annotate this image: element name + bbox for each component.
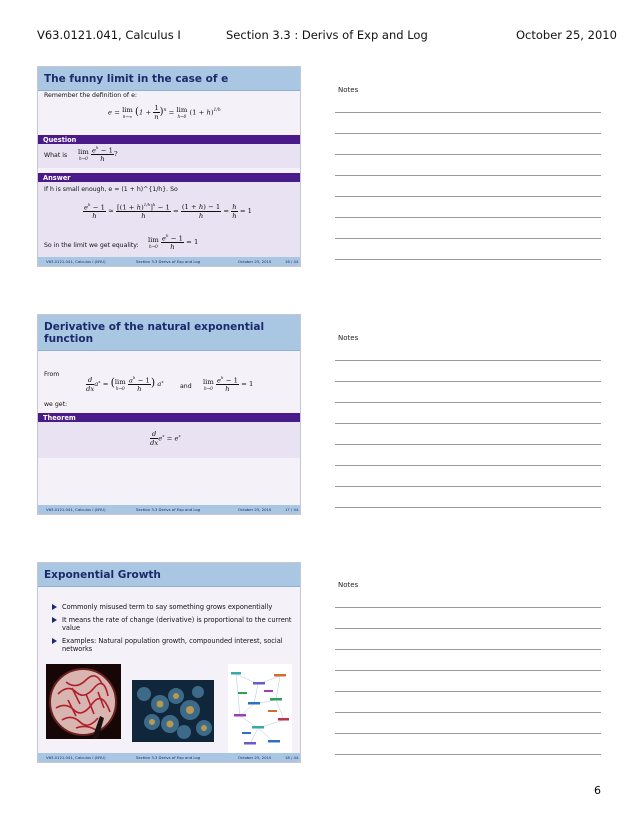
we-get-text: we get: xyxy=(44,401,68,408)
slide-intro: Remember the definition of e: xyxy=(44,92,137,99)
answer-block-body xyxy=(38,182,300,258)
slide-footer: V63.0121.041, Calculus I (NYU) Section 3.3 Derivs of Exp and Log October 25, 2010 18 / 44 xyxy=(38,753,300,762)
notes-line xyxy=(335,175,601,176)
notes-line xyxy=(335,259,601,260)
slide-footer: V63.0121.041, Calculus I (NYU) Section 3.3 Derivs of Exp and Log October 25, 2010 16 / 44 xyxy=(38,257,300,266)
header-date: October 25, 2010 xyxy=(516,28,617,42)
notes-line xyxy=(335,507,601,508)
question-block-header: Question xyxy=(38,135,300,144)
question-prefix: What is xyxy=(44,152,68,159)
notes-label: Notes xyxy=(338,86,359,94)
bacteria-micrograph-image xyxy=(46,664,121,739)
notes-label: Notes xyxy=(338,334,359,342)
notes-line xyxy=(335,486,601,487)
known-limit: lim h→0 $\frac{e^h - 1}{h}$ = 1 xyxy=(203,375,254,394)
and-text: and xyxy=(180,383,192,390)
notes-line xyxy=(335,607,601,608)
notes-line xyxy=(335,133,601,134)
bullet-triangle-icon xyxy=(52,638,57,644)
notes-line xyxy=(335,112,601,113)
notes-line xyxy=(335,444,601,445)
slide-title: Derivative of the natural exponential function xyxy=(38,315,300,351)
slide-title: The funny limit in the case of e xyxy=(38,67,300,91)
notes-line xyxy=(335,670,601,671)
notes-line xyxy=(335,154,601,155)
slide-funny-limit xyxy=(37,66,301,267)
conclusion-limit: lim h→0 $\frac{e^h - 1}{h}$ = 1 xyxy=(148,233,199,252)
list-item: Examples: Natural population growth, compounded interest, social networks xyxy=(52,637,292,654)
notes-line xyxy=(335,360,601,361)
notes-line xyxy=(335,217,601,218)
social-network-graph-image xyxy=(228,664,292,754)
list-item: It means the rate of change (derivative) is proportional to the current value xyxy=(52,616,292,633)
definition-of-e: e = lim n→∞ (1 + $\frac{1}{n}$ )$^n$ = lim h→0 $(1 + h)^{1/h}$ xyxy=(108,104,221,121)
from-text: From xyxy=(44,371,60,378)
bullet-triangle-icon xyxy=(52,604,57,610)
notes-line xyxy=(335,712,601,713)
question-block-body xyxy=(38,144,300,168)
header-course: V63.0121.041, Calculus I xyxy=(37,28,181,42)
notes-line xyxy=(335,238,601,239)
question-limit: lim h→0 $\frac{e^h - 1}{h}$ ? xyxy=(78,145,118,164)
notes-line xyxy=(335,465,601,466)
colony-growth-image xyxy=(132,680,214,742)
slide-title: Exponential Growth xyxy=(38,563,300,587)
list-item: Commonly misused term to say something grows exponentially xyxy=(52,603,292,612)
page-number: 6 xyxy=(594,784,601,797)
from-formula: $\frac{d}{dx}$ $a^x = (\lim$ h→0 $\frac{a^h - 1}{h}$ ) $a^x$ xyxy=(86,375,164,394)
notes-line xyxy=(335,649,601,650)
bullet-triangle-icon xyxy=(52,617,57,623)
notes-line xyxy=(335,381,601,382)
theorem-block-body xyxy=(38,422,300,458)
conclusion-prefix: So in the limit we get equality: xyxy=(44,242,139,249)
answer-block-header: Answer xyxy=(38,173,300,182)
header-section: Section 3.3 : Derivs of Exp and Log xyxy=(226,28,428,42)
growth-bullets xyxy=(52,603,292,658)
slide-footer: V63.0121.041, Calculus I (NYU) Section 3.3 Derivs of Exp and Log October 25, 2010 17 / 44 xyxy=(38,505,300,514)
notes-line xyxy=(335,733,601,734)
notes-line xyxy=(335,628,601,629)
answer-text: If h is small enough, e ≈ (1 + h)^{1/h}. So xyxy=(44,186,178,193)
theorem-block-header: Theorem xyxy=(38,413,300,422)
notes-line xyxy=(335,754,601,755)
slide-derivative-exp xyxy=(37,314,301,515)
slide-exponential-growth xyxy=(37,562,301,763)
notes-label: Notes xyxy=(338,581,359,589)
theorem-formula: $\frac{d}{dx}$ $e^x = e^x$ xyxy=(150,430,181,447)
notes-line xyxy=(335,196,601,197)
notes-line xyxy=(335,423,601,424)
notes-line xyxy=(335,402,601,403)
notes-line xyxy=(335,691,601,692)
answer-approximation: $\frac{e^h - 1}{h}$ ≈ $\frac{[(1 + h)^{1/h}]^h - 1}{h}$ = $\frac{(1 + h) - 1}{h}$ = $\frac{h}{h}$ = 1 xyxy=(84,202,253,221)
